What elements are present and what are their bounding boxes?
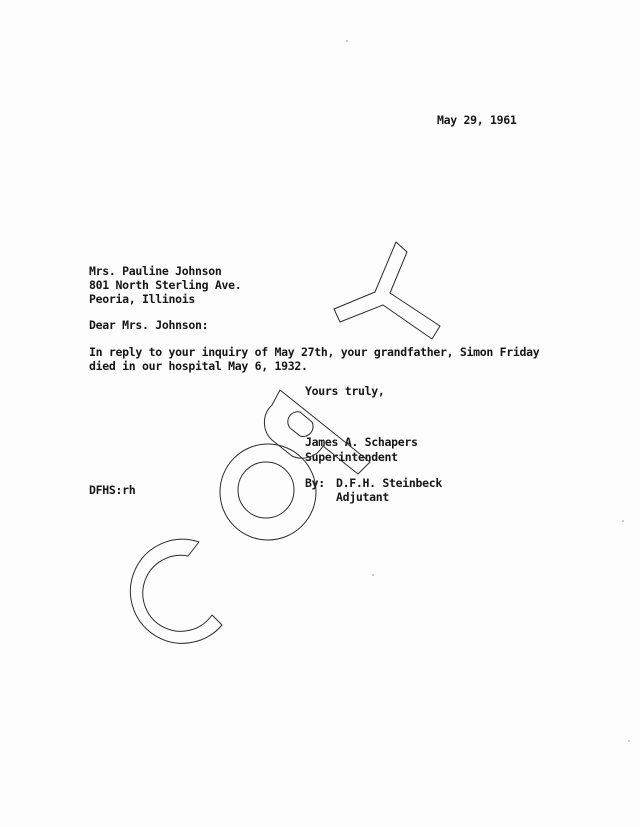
scan-speck (622, 520, 624, 522)
body-line-1: In reply to your inquiry of May 27th, your grandfather, Simon Friday (89, 345, 540, 359)
scan-speck (372, 574, 374, 576)
stamp-letter-o-inner (238, 462, 294, 518)
signer-name: James A. Schapers (305, 435, 418, 449)
recipient-city: Peoria, Illinois (89, 292, 195, 306)
by-name: D.F.H. Steinbeck (336, 476, 442, 490)
scan-speck (628, 740, 630, 742)
stamp-letter-c (130, 539, 222, 643)
by-title: Adjutant (336, 490, 389, 504)
by-label: By: (305, 476, 325, 490)
scan-speck (346, 40, 348, 42)
letter-date: May 29, 1961 (437, 113, 517, 127)
signer-title: Superintendent (305, 450, 398, 464)
body-line-2: died in our hospital May 6, 1932. (89, 359, 308, 373)
recipient-street: 801 North Sterling Ave. (89, 278, 242, 292)
stamp-letter-o-outer (220, 444, 316, 540)
closing: Yours truly, (305, 384, 385, 398)
stamp-letter-y (334, 242, 440, 339)
typist-initials: DFHS:rh (89, 483, 136, 497)
salutation: Dear Mrs. Johnson: (89, 318, 209, 332)
recipient-name: Mrs. Pauline Johnson (89, 264, 222, 278)
